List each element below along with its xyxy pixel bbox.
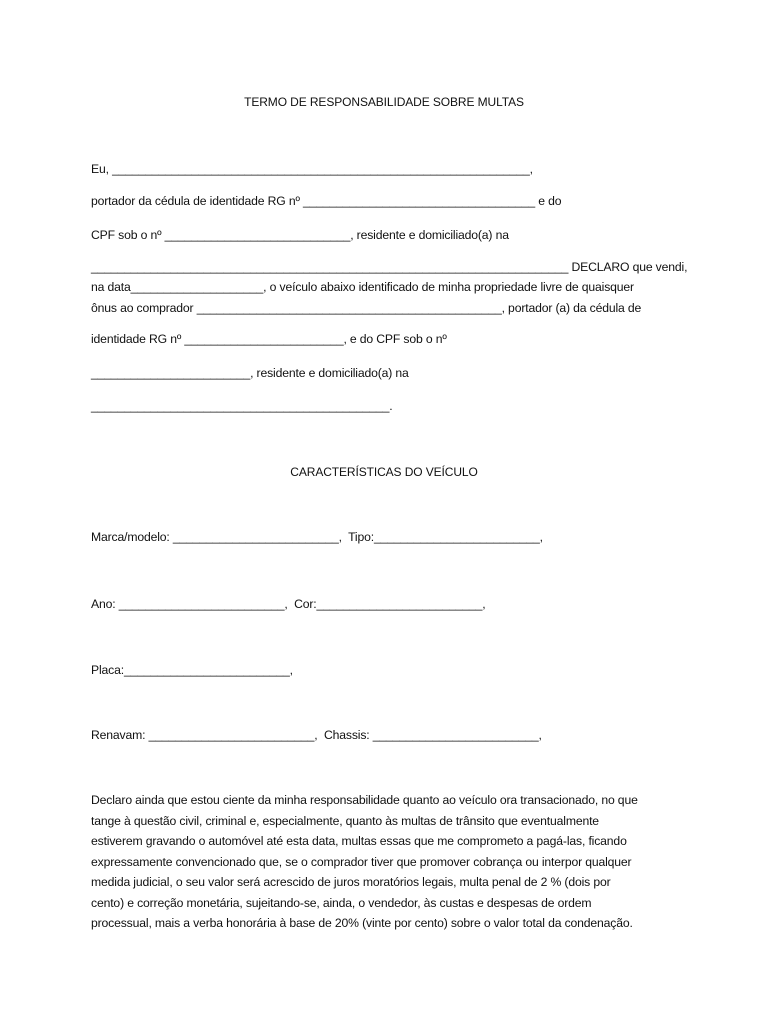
declaration-line-buyer-residence: ________________________, residente e domiciliado(a) na	[91, 366, 409, 380]
declaration-line-name: Eu, _______________________________________________________________,	[91, 162, 533, 176]
declaration-line-buyer-rg: identidade RG nº ________________________, e do CPF sob o nº	[91, 332, 447, 346]
declaration-line-date: na data____________________, o veículo abaixo identificado de minha propriedade livre de quaisquer	[91, 280, 634, 294]
vehicle-section-title: CARACTERÍSTICAS DO VEÍCULO	[290, 465, 478, 479]
paragraph-line: processual, mais a verba honorária à base de 20% (vinte por cento) sobre o valor total da condenação.	[91, 916, 633, 930]
declaration-line-rg: portador da cédula de identidade RG nº ___________________________________ e do	[91, 194, 562, 208]
declaration-line-cpf: CPF sob o nº ____________________________, residente e domiciliado(a) na	[91, 228, 509, 242]
responsibility-paragraph	[91, 790, 691, 934]
paragraph-line: cento) e correção monetária, sujeitando-se, ainda, o vendedor, às custas e despesas de ordem	[91, 895, 592, 910]
paragraph-line: expressamente convencionado que, se o comprador tiver que promover cobrança ou interpor qualquer	[91, 854, 632, 869]
document-title: TERMO DE RESPONSABILIDADE SOBRE MULTAS	[244, 95, 524, 109]
vehicle-field-brand-type: Marca/modelo: _________________________, Tipo:_________________________,	[91, 530, 543, 544]
vehicle-field-year-color: Ano: _________________________, Cor:_________________________,	[91, 597, 486, 611]
paragraph-line: Declaro ainda que estou ciente da minha responsabilidade quanto ao veículo ora transacionado, no que	[91, 793, 638, 807]
declaration-line-buyer-address: _____________________________________________.	[91, 399, 393, 413]
vehicle-field-plate: Placa:_________________________,	[91, 663, 293, 677]
declaration-line-address: ________________________________________________________________________ DECLARO que vendi,	[91, 260, 688, 274]
declaration-line-buyer: ônus ao comprador ______________________________________________, portador (a) da cédula de	[91, 301, 642, 315]
paragraph-line: medida judicial, o seu valor será acrescido de juros moratórios legais, multa penal de 2 % (dois por	[91, 875, 611, 889]
paragraph-line: estiverem gravando o automóvel até esta data, multas essas que me comprometo a pagá-las, ficando	[91, 834, 627, 848]
vehicle-field-renavam-chassis: Renavam: _________________________, Chassis: _________________________,	[91, 728, 542, 742]
paragraph-line: tange à questão civil, criminal e, especialmente, quanto às multas de trânsito que eventualmente	[91, 813, 599, 828]
